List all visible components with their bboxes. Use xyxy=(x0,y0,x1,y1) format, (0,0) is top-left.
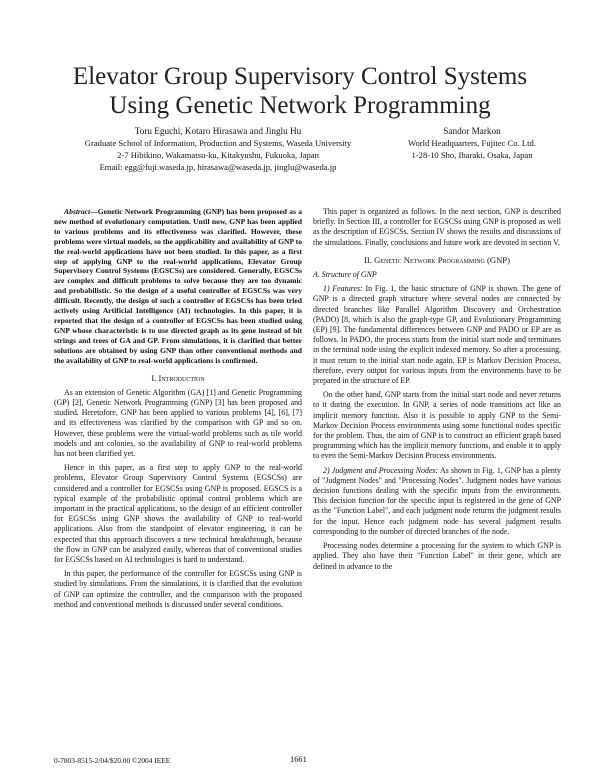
judgment-lead: 2) Judgment and Processing Nodes: xyxy=(323,465,439,475)
author-names-right: Sandor Markon xyxy=(443,126,501,136)
abstract xyxy=(54,207,302,366)
features-lead: 1) Features: xyxy=(323,284,363,294)
title-line-1: Elevator Group Supervisory Control Systems xyxy=(72,63,528,90)
author-block-left xyxy=(68,125,368,173)
intro-paragraph-2: Hence in this paper, as a first step to apply GNP to the real-world problems, Elevator Group Supervisory Control Systems (EGSCSs) are considered and a controller for EGSCSs using GNP is proposed. EGSCS is a typical example of the probabilistic optimal control problems which are important in the practical applications, so the design of an efficient controller for EGSCSs using GNP shows the availability of GNP to real-world applications. Also from the standpoint of elevator engineering, it can be expected that this approach discovers a new technical breakthrough, because the flow in GNP can be analyzed easily, whereas that of conventional studies for EGSCSs based on AI technologies is hard to understand. xyxy=(54,463,302,564)
author-names-left: Toru Eguchi, Kotaro Hirasawa and Jinglu Hu xyxy=(134,126,302,136)
intro-paragraph-3: In this paper, the performance of the controller for EGSCSs using GNP is studied by simulations. From the simulations, it is clarified that the evolution of GNP can optimize the controller, and the comparison with the proposed method and conventional methods is discussed under several conditions. xyxy=(54,569,302,609)
subsection-heading-structure: A. Structure of GNP xyxy=(313,270,377,280)
author-emails: Email: egg@fuji.waseda.jp, hirasawa@waseda.jp, jinglu@waseda.jp xyxy=(99,162,337,172)
abstract-lead: Abstract— xyxy=(64,207,98,216)
processing-paragraph: Processing nodes determine a processing for the system to which GNP is applied. They also have their "Function Label" in their gene, which are defined in advance to the xyxy=(313,541,561,571)
copyright-footer: 0-7803-8515-2/04/$20.00 ©2004 IEEE xyxy=(54,756,171,765)
paper-title xyxy=(40,62,560,120)
intro-paragraph-1: As an extension of Genetic Algorithm (GA) [1] and Genetic Programming (GP) [2], Genetic Network Programming (GNP) [3] has been proposed and studied. Heretofore, GNP has been applied to various problems [4], [6], [7] and its effectiveness was clarified by the comparison with GP and so on. However, these problems were the virtual-world problems such as tile world models and ant colonies, so the availability of GNP to real-world problems has not been clarified yet. xyxy=(54,387,302,458)
organization-paragraph: This paper is organized as follows. In the next section, GNP is described briefly. In Section III, a controller for EGSCSs using GNP is proposed as well as the description of EGSCSs. Section IV shows the results and discussions of the simulations. Finally, conclusions and future work are devoted in section V. xyxy=(313,207,561,247)
section-heading-gnp: II. Genetic Network Programming (GNP) xyxy=(364,254,510,265)
affiliation-left-1: Graduate School of Information, Production and Systems, Waseda University xyxy=(84,138,352,148)
page-number: 1661 xyxy=(290,755,307,764)
affiliation-left-2: 2-7 Hibikino, Wakamatsu-ku, Kitakyushu, Fukuoka, Japan xyxy=(117,150,319,160)
judgment-body: As shown in Fig. 1, GNP has a plenty of "Judgment Nodes" and "Processing Nodes". Judgment nodes have various decision functions dealing with the specific inputs from the environments. This decision function for the specific input is registered in the gene of GNP as the "Function Label", and each judgment node returns the judgment results for the input. Hence each judgment node has several judgment results corresponding to the number of directed branches of the node. xyxy=(313,465,561,536)
column-right xyxy=(313,207,561,576)
judgment-paragraph xyxy=(313,466,561,537)
column-left xyxy=(54,207,302,614)
abstract-body: Genetic Network Programming (GNP) has been proposed as a new method of evolutionary computation. Until now, GNP has been applied to various problems and its effectiveness was clarified. However, these problems were virtual models, so the applicability and availability of GNP to the real-world applications have not been studied. In this paper, as a first step of applying GNP to the real-world applications, Elevator Group Supervisory Control Systems (EGSCSs) are considered. Generally, EGSCSs are complex and difficult problems to solve because they are too dynamic and probabilistic. So the design of a useful controller of EGSCSs was very difficult. Recently, the design of such a controller of EGSCSs has been tried actively using Artificial Intelligence (AI) technologies. In this paper, it is reported that the design of a controller of EGSCSs has been studied using GNP whose characteristic is to use directed graph as its gene instead of bit strings and trees of GA and GP. From simulations, it is clarified that better solutions are obtained by using GNP than other conventional methods and the availability of GNP to real-world applications is confirmed. xyxy=(54,207,302,365)
affiliation-right-1: World Headquarters, Fujitec Co. Ltd. xyxy=(408,138,536,148)
author-block-right xyxy=(378,125,566,161)
features-paragraph xyxy=(313,284,561,386)
affiliation-right-2: 1-28-10 Sho, Ibaraki, Osaka, Japan xyxy=(411,150,533,160)
gnp-paragraph-2: On the other hand, GNP starts from the initial start node and never returns to it during the execution. In GNP, a series of node transitions act like an implicit memory function. Also it is possible to apply GNP to the Semi-Markov Decision Process environments using some functional nodes specific for the problem. Thus, the aim of GNP is to construct an efficient graph based programming which has the implicit memory functions, and enable it to apply to even the Semi-Markov Decision Process environments. xyxy=(313,390,561,461)
features-body: In Fig. 1, the basic structure of GNP is shown. The gene of GNP is a directed graph structure where several nodes are connected by directed branches like Parallel Algorithm Discovery and Orchestration (PADO) [8, which is also the graph-type GP, and Evolutionary Programming (EP) [9]. The fundamental differences between GNP and PADO or EP are as follows. In PADO, the process starts from the initial start node and terminates in the terminal node using the explicit indexed memory. So after a processing, it must return to the initial start node again. EP is Markov Decision Process, therefore, every output for various inputs from the environments have to be prepared in the structure of EP. xyxy=(313,284,561,386)
section-heading-introduction: I. Introduction xyxy=(151,372,205,383)
title-line-2: Using Genetic Network Programming xyxy=(109,92,491,119)
